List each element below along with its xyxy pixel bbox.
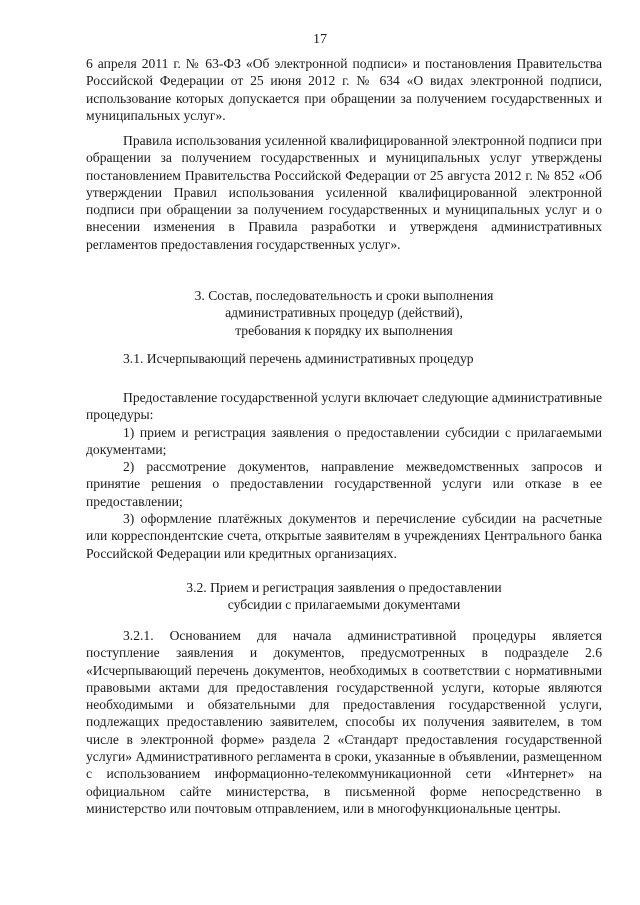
paragraph-text: Правила использования усиленной квалифицированной электронной подписи при обращении за получением государственных и муниципальных услуг утверждены постановлением Правительства Российской Федерации от 25 августа 2012 г. № 852 «Об утверждении Правил использования усиленной квалифицированной электронной подписи при обращении за получением государственных и муниципальных услуг и о внесении изменения в Правила разработки и утвержденя административных регламентов предоставления государственных услуг». [86, 133, 602, 252]
procedures-list [86, 389, 602, 562]
list-intro: Предоставление государственной услуги включает следующие административные процедуры: [86, 390, 602, 423]
section-3-heading [86, 287, 602, 339]
heading-line: 3.2. Прием и регистрация заявления о предоставлении [186, 580, 502, 595]
page-number: 17 [313, 32, 327, 47]
list-item: 2) рассмотрение документов, направление межведомственных запросов и принятие решения о предоставлении государственной услуги или отказе в ее предоставлении; [86, 459, 602, 509]
section-3-1-heading: 3.1. Исчерпывающий перечень административных процедур [123, 351, 474, 366]
heading-line: субсидии с прилагаемыми документами [227, 597, 461, 613]
paragraph-text: 3.2.1. Основанием для начала административной процедуры является поступление заявления и документов, предусмотренных в подразделе 2.6 «Исчерпывающий перечень документов, необходимых в соответствии с нормативными правовыми актами для предоставления государственной услуги, которые являются необходимыми и обязательными для предоставления государственной услуги, подлежащих предоставлению заявителем, способы их получения заявителем, в том числе в электронной форме» раздела 2 «Стандарт предоставления государственной услуги» Административного регламента в сроки, указанные в объявлении, размещенном с использованием информационно-телекоммуникационной сети «Интернет» на официальном сайте министерства, в письменной форме непосредственно в министерство или почтовым отправлением, или в многофункциональные центры. [86, 628, 602, 816]
heading-line: административных процедур (действий), [225, 305, 463, 321]
paragraph-3-2-1 [86, 627, 602, 817]
heading-line: требования к порядку их выполнения [235, 322, 453, 338]
section-3-2-heading [86, 579, 602, 614]
paragraph-signature-rules [86, 132, 602, 253]
paragraph-law-reference [86, 55, 602, 124]
list-item: 1) прием и регистрация заявления о предоставлении субсидии с прилагаемыми документами; [86, 424, 602, 457]
paragraph-text: 6 апреля 2011 г. № 63-ФЗ «Об электронной подписи» и постановления Правительства Российской Федерации от 25 июня 2012 г. № 634 «О видах электронной подписи, использование которых допускается при обращении за получением государственных и муниципальных услуг». [86, 56, 602, 123]
list-item: 3) оформление платёжных документов и перечисление субсидии на расчетные или корреспондентские счета, открытые заявителям в учреждениях Центрального банка Российской Федерации или кредитных организациях. [86, 511, 602, 561]
heading-line: 3. Состав, последовательность и сроки выполнения [194, 288, 494, 303]
